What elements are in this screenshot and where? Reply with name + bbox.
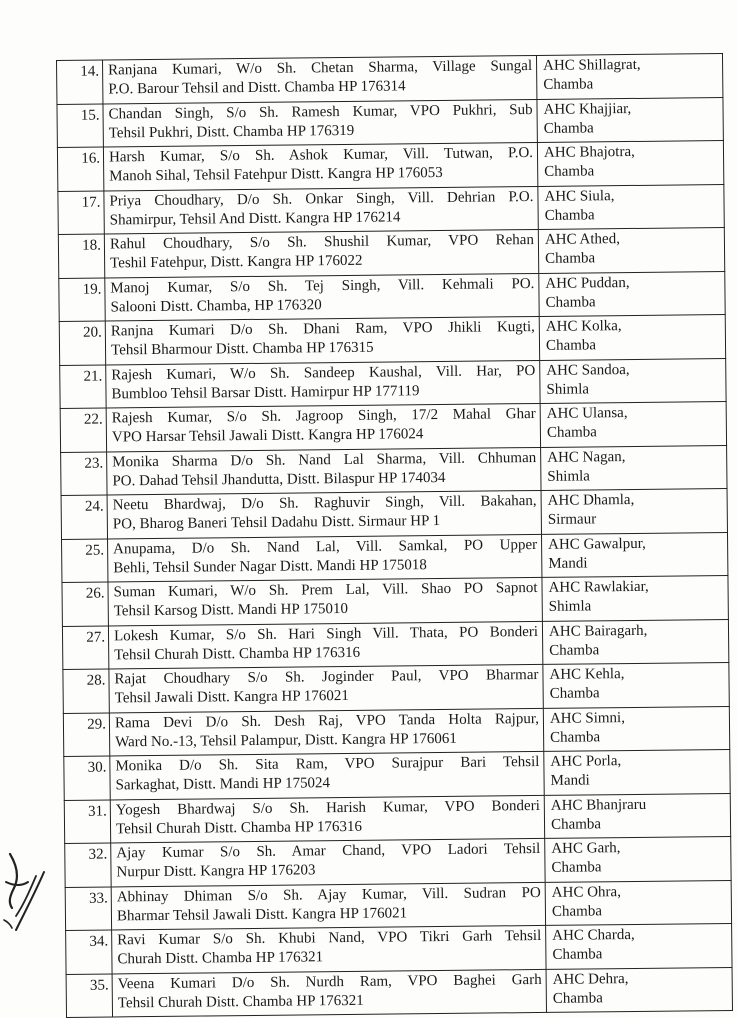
serial-number: 16. xyxy=(57,147,103,191)
serial-number: 28. xyxy=(63,669,109,713)
serial-number: 29. xyxy=(63,712,109,756)
table-row xyxy=(62,619,728,669)
table-row xyxy=(57,54,723,104)
candidate-details xyxy=(106,360,540,408)
ahc-district: Chamba xyxy=(552,989,603,1007)
ahc-name: AHC Bhajotra, xyxy=(543,143,635,161)
ahc-name: AHC Dehra, xyxy=(552,970,629,988)
candidate-details-line-1: Chandan Singh, S/o Sh. Ramesh Kumar, VPO Pukhri, Sub xyxy=(108,101,533,122)
candidate-details-line-2: Shamirpur, Tehsil And Distt. Kangra HP 176214 xyxy=(109,208,401,228)
table-row xyxy=(64,793,730,843)
ahc-district: Chamba xyxy=(543,76,594,93)
candidate-details-line-2: Tehsil Churah Distt. Chamba HP 176316 xyxy=(115,818,363,837)
table-row xyxy=(63,706,729,756)
ahc-posting xyxy=(536,54,722,99)
candidate-details-line-1: Ranjna Kumari D/o Sh. Dhani Ram, VPO Jhikli Kugti, xyxy=(110,319,535,340)
table-row xyxy=(62,532,728,582)
candidate-details xyxy=(111,882,545,930)
ahc-posting xyxy=(544,749,730,794)
candidate-details-line-1: Rama Devi D/o Sh. Desh Raj, VPO Tanda Holta Rajpur, xyxy=(114,710,540,731)
candidate-details xyxy=(109,708,543,756)
ahc-name: AHC Khajjiar, xyxy=(543,100,632,118)
candidate-details-line-2: Teshil Fatehpur, Distt. Kangra HP 176022 xyxy=(110,252,363,272)
ahc-name: AHC Siula, xyxy=(544,187,615,205)
ahc-posting xyxy=(538,184,724,229)
candidate-details xyxy=(104,186,538,234)
candidate-details-line-1: Rajesh Kumar, S/o Sh. Jagroop Singh, 17/2 Mahal Ghar xyxy=(111,405,536,427)
ahc-posting xyxy=(537,141,723,186)
serial-number: 35. xyxy=(66,973,112,1017)
ahc-district: Mandi xyxy=(550,772,590,789)
candidate-details xyxy=(103,142,537,190)
ahc-district: Chamba xyxy=(545,250,596,267)
candidate-details xyxy=(103,55,537,103)
ahc-name: AHC Kolka, xyxy=(545,318,622,335)
table-row xyxy=(62,575,728,625)
table-row xyxy=(64,749,730,799)
serial-number: 34. xyxy=(66,930,112,974)
candidate-details xyxy=(103,99,537,147)
candidate-details-line-2: Churah Distt. Chamba HP 176321 xyxy=(117,949,324,968)
table-row xyxy=(58,184,724,234)
candidate-table xyxy=(56,53,733,1018)
ahc-posting xyxy=(540,358,726,403)
candidate-details-line-1: Anupama, D/o Sh. Nand Lal, Vill. Samkal, PO Upper xyxy=(113,536,538,557)
serial-number: 32. xyxy=(65,843,111,887)
candidate-details xyxy=(104,229,538,277)
ahc-district: Chamba xyxy=(545,337,597,354)
candidate-details xyxy=(108,534,542,582)
ahc-district: Chamba xyxy=(549,685,600,702)
table-row xyxy=(57,141,723,191)
ahc-posting xyxy=(543,662,729,707)
serial-number: 22. xyxy=(60,408,106,452)
candidate-details-line-1: Veena Kumari D/o Sh. Nurdh Ram, VPO Baghei Garh xyxy=(117,971,542,992)
ahc-name: AHC Ulansa, xyxy=(546,405,628,422)
candidate-details-line-2: P.O. Barour Tehsil and Distt. Chamba HP 176314 xyxy=(108,78,406,98)
serial-number: 17. xyxy=(58,191,104,235)
candidate-details-line-1: Monika Sharma D/o Sh. Nand Lal Sharma, Vill. Chhuman xyxy=(112,449,537,470)
candidate-details xyxy=(109,664,543,712)
ahc-name: AHC Sandoa, xyxy=(546,361,630,379)
ahc-district: Chamba xyxy=(550,728,601,746)
candidate-details xyxy=(107,490,541,538)
ahc-posting xyxy=(546,923,732,968)
ahc-posting xyxy=(537,97,723,142)
candidate-details xyxy=(110,795,544,843)
serial-number: 15. xyxy=(57,104,103,148)
ahc-posting xyxy=(545,880,731,925)
serial-number: 21. xyxy=(60,364,106,408)
candidate-details xyxy=(107,447,541,495)
table-row xyxy=(65,880,731,930)
ahc-district: Shimla xyxy=(547,467,590,485)
table-row xyxy=(66,967,732,1017)
ahc-posting xyxy=(541,532,727,577)
candidate-details-line-2: Salooni Distt. Chamba, HP 176320 xyxy=(110,296,322,315)
candidate-details xyxy=(105,316,539,364)
ahc-posting xyxy=(539,315,725,360)
ahc-posting xyxy=(541,445,727,490)
serial-number: 31. xyxy=(64,799,110,843)
candidate-details-line-2: Bharmar Tehsil Jawali Distt. Kangra HP 176021 xyxy=(116,904,408,924)
candidate-details-line-1: Ajay Kumar S/o Sh. Amar Chand, VPO Ladori Tehsil xyxy=(116,840,541,862)
candidate-details-line-1: Priya Choudhary, D/o Sh. Onkar Singh, Vill. Dehrian P.O. xyxy=(109,188,534,209)
candidate-details xyxy=(108,577,542,625)
candidate-details xyxy=(110,751,544,799)
ahc-posting xyxy=(542,619,728,664)
candidate-details-line-1: Lokesh Kumar, S/o Sh. Hari Singh Vill. Thata, PO Bonderi xyxy=(113,623,539,644)
ahc-posting xyxy=(546,967,732,1012)
ahc-district: Shimla xyxy=(548,598,592,615)
candidate-details xyxy=(111,838,545,886)
ahc-name: AHC Ohra, xyxy=(551,883,621,901)
ahc-district: Mandi xyxy=(548,554,588,572)
ahc-name: AHC Rawlakiar, xyxy=(548,578,649,596)
serial-number: 23. xyxy=(61,451,107,495)
ahc-district: Chamba xyxy=(543,119,594,137)
ahc-district: Chamba xyxy=(551,859,602,876)
candidate-details-line-2: VPO Harsar Tehsil Jawali Distt. Kangra HP 176024 xyxy=(111,426,424,446)
ahc-name: AHC Puddan, xyxy=(545,274,630,292)
serial-number: 14. xyxy=(57,60,103,104)
ahc-district: Chamba xyxy=(552,946,603,963)
ahc-name: AHC Simni, xyxy=(549,709,626,727)
serial-number: 27. xyxy=(62,625,108,669)
candidate-details-line-2: PO. Dahad Tehsil Jhandutta, Distt. Bilaspur HP 174034 xyxy=(112,469,446,489)
serial-number: 24. xyxy=(61,495,107,539)
ahc-posting xyxy=(538,228,724,273)
table-row xyxy=(66,923,732,973)
ahc-posting xyxy=(544,793,730,838)
serial-number: 33. xyxy=(65,886,111,930)
table-row xyxy=(58,228,724,278)
candidate-details xyxy=(106,403,540,451)
ahc-name: AHC Kehla, xyxy=(549,666,625,683)
ahc-posting xyxy=(542,575,728,620)
ahc-name: AHC Bhanjraru xyxy=(550,796,647,814)
serial-number: 25. xyxy=(62,538,108,582)
candidate-details-line-1: Rajat Choudhary S/o Sh. Joginder Paul, VPO Bharmar xyxy=(114,666,539,688)
table-row xyxy=(60,358,726,408)
candidate-details-line-1: Ranjana Kumari, W/o Sh. Chetan Sharma, Village Sungal xyxy=(108,58,533,79)
ahc-district: Sirmaur xyxy=(547,511,597,528)
ahc-district: Chamba xyxy=(544,163,595,180)
candidate-details xyxy=(112,969,546,1017)
ahc-district: Shimla xyxy=(546,380,590,398)
table-row xyxy=(59,315,725,365)
ahc-name: AHC Charda, xyxy=(552,926,635,944)
candidate-details-line-1: Rahul Choudhary, S/o Sh. Shushil Kumar, VPO Rehan xyxy=(109,232,534,253)
candidate-details xyxy=(112,925,546,973)
candidate-details-line-2: Ward No.-13, Tehsil Palampur, Distt. Kangra HP 176061 xyxy=(115,730,457,750)
ahc-district: Chamba xyxy=(551,902,603,920)
candidate-details-line-2: Bumbloo Tehsil Barsar Distt. Hamirpur HP 177119 xyxy=(111,382,420,402)
candidate-details-line-1: Manoj Kumar, S/o Sh. Tej Singh, Vill. Kehmali PO. xyxy=(110,275,535,296)
table-row xyxy=(59,271,725,321)
ahc-name: AHC Athed, xyxy=(544,231,620,248)
candidate-details-line-2: Behli, Tehsil Sunder Nagar Distt. Mandi HP 175018 xyxy=(113,556,427,576)
ahc-district: Chamba xyxy=(545,293,596,311)
candidate-details-line-1: Rajesh Kumari, W/o Sh. Sandeep Kaushal, Vill. Har, PO xyxy=(111,362,536,383)
candidate-details-line-1: Ravi Kumar S/o Sh. Khubi Nand, VPO Tikri Garh Tehsil xyxy=(117,927,542,949)
candidate-details-line-1: Yogesh Bhardwaj S/o Sh. Harish Kumar, VPO Bonderi xyxy=(115,797,540,818)
candidate-table-body xyxy=(57,54,733,1018)
table-row xyxy=(57,97,723,147)
table-row xyxy=(61,488,727,538)
table-row xyxy=(61,445,727,495)
candidate-details-line-2: Tehsil Pukhri, Distt. Chamba HP 176319 xyxy=(108,122,355,141)
ahc-posting xyxy=(545,836,731,881)
candidate-details xyxy=(105,273,539,321)
candidate-details-line-2: Tehsil Churah Distt. Chamba HP 176321 xyxy=(117,992,364,1011)
candidate-details-line-2: Manoh Sihal, Tehsil Fatehpur Distt. Kangra HP 176053 xyxy=(109,164,443,185)
candidate-details-line-2: Tehsil Jawali Distt. Kangra HP 176021 xyxy=(114,687,349,707)
ahc-posting xyxy=(543,706,729,751)
handwritten-signature-mark xyxy=(0,842,56,942)
serial-number: 30. xyxy=(64,756,110,800)
ahc-district: Chamba xyxy=(544,206,595,224)
ahc-district: Chamba xyxy=(549,641,600,659)
ahc-posting xyxy=(541,488,727,533)
serial-number: 20. xyxy=(59,321,105,365)
ahc-name: AHC Garh, xyxy=(551,840,621,857)
candidate-details-line-2: Tehsil Bharmour Distt. Chamba HP 176315 xyxy=(110,339,374,359)
table-row xyxy=(63,662,729,712)
ahc-name: AHC Gawalpur, xyxy=(548,535,646,553)
ahc-name: AHC Nagan, xyxy=(547,448,626,466)
candidate-details-line-2: Tehsil Churah Distt. Chamba HP 176316 xyxy=(114,644,361,663)
candidate-details xyxy=(108,621,542,669)
table-row xyxy=(65,836,731,886)
candidate-details-line-1: Suman Kumari, W/o Sh. Prem Lal, Vill. Shao PO Sapnot xyxy=(113,579,538,601)
candidate-details-line-2: Sarkaghat, Distt. Mandi HP 175024 xyxy=(115,775,331,794)
ahc-name: AHC Shillagrat, xyxy=(543,56,641,74)
ahc-district: Chamba xyxy=(546,424,598,441)
candidate-details-line-1: Abhinay Dhiman S/o Sh. Ajay Kumar, Vill. Sudran PO xyxy=(116,884,541,905)
ahc-name: AHC Bairagarh, xyxy=(548,622,648,640)
candidate-details-line-2: Tehsil Karsog Distt. Mandi HP 175010 xyxy=(113,600,349,620)
serial-number: 18. xyxy=(58,234,104,278)
ahc-name: AHC Porla, xyxy=(550,753,622,770)
ahc-posting xyxy=(539,271,725,316)
candidate-details-line-1: Monika D/o Sh. Sita Ram, VPO Surajpur Bari Tehsil xyxy=(115,753,540,775)
table-row xyxy=(60,402,726,452)
serial-number: 19. xyxy=(59,278,105,322)
candidate-details-line-2: PO, Bharog Baneri Tehsil Dadahu Distt. Sirmaur HP 1 xyxy=(112,513,441,533)
ahc-name: AHC Dhamla, xyxy=(547,491,635,509)
serial-number: 26. xyxy=(62,582,108,626)
ahc-posting xyxy=(540,402,726,447)
candidate-details-line-2: Nurpur Distt. Kangra HP 176203 xyxy=(116,862,316,881)
candidate-details-line-1: Neetu Bhardwaj, D/o Sh. Raghuvir Singh, Vill. Bakahan, xyxy=(112,492,537,514)
ahc-district: Chamba xyxy=(550,815,602,833)
candidate-details-line-1: Harsh Kumar, S/o Sh. Ashok Kumar, Vill. Tutwan, P.O. xyxy=(108,145,534,166)
